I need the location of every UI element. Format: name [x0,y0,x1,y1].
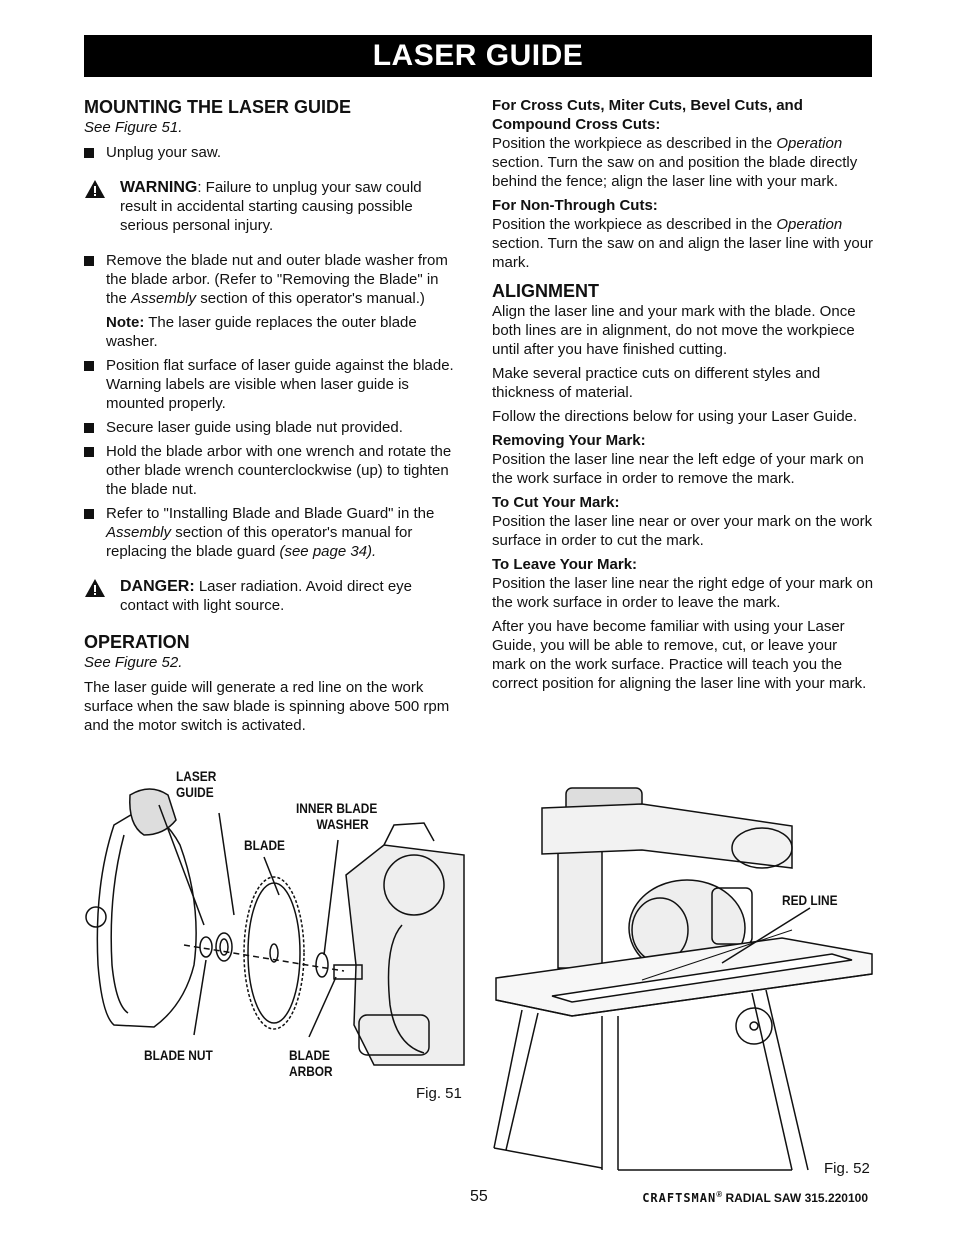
label-laser-guide: LASER GUIDE [176,768,217,800]
alignment-p2: Make several practice cuts on different styles and thickness of material. [492,365,821,401]
warning-triangle-icon [84,179,106,199]
leave-mark-heading: To Leave Your Mark: [492,556,638,573]
danger-text: Laser radiation. Avoid direct eye contact with light source. [120,578,413,614]
mounting-heading: MOUNTING THE LASER GUIDE [84,97,352,117]
bullet-square-icon [84,148,94,158]
figure-52 [492,778,876,1178]
bullet-square-icon [84,509,94,519]
operation-figure-ref: See Figure 52. [84,654,183,671]
mounting-figure-ref: See Figure 51. [84,119,183,136]
page-number: 55 [470,1188,488,1205]
bullet-remove-blade: Remove the blade nut and outer blade washer from the blade arbor. (Refer to "Removing the Blade" in the Assembly section of this operator's manual.) [84,251,460,308]
bullet-square-icon [84,361,94,371]
danger-triangle-icon [84,578,106,598]
figure-52-caption: Fig. 52 [824,1160,870,1177]
cross-cuts-text: Position the workpiece as described in the Operation section. Turn the saw on and position the blade directly behind the fence; align the laser line with your mark. [492,135,858,190]
label-inner-blade-washer: INNER BLADE WASHER [296,800,378,832]
removing-mark-heading: Removing Your Mark: [492,432,646,449]
radial-saw-illustration [492,778,876,1173]
operation-heading: OPERATION [84,632,190,652]
figure-51 [84,765,468,1110]
bullet-unplug: Unplug your saw. [84,143,460,162]
page-banner: LASER GUIDE [84,35,872,77]
non-through-text: Position the workpiece as described in the Operation section. Turn the saw on and align the laser line with your mark. [492,216,874,271]
danger-label: DANGER: [120,578,195,595]
bullet-square-icon [84,423,94,433]
operation-text: The laser guide will generate a red line on the work surface when the saw blade is spinning above 500 rpm and the motor switch is activated. [84,679,450,734]
label-blade-nut: BLADE NUT [144,1047,213,1063]
model-number: RADIAL SAW 315.220100 [722,1191,868,1205]
note-paragraph: Note: The laser guide replaces the outer blade washer. [106,314,417,350]
left-column [84,96,460,740]
bullet-hold: Hold the blade arbor with one wrench and rotate the other blade wrench counterclockwise (up) to tighten the blade nut. [84,442,460,499]
bullet-square-icon [84,447,94,457]
label-blade-arbor: BLADE ARBOR [289,1047,333,1079]
warning-block [84,178,460,235]
alignment-p3: Follow the directions below for using your Laser Guide. [492,408,858,425]
right-column [492,96,874,698]
non-through-heading: For Non-Through Cuts: [492,197,658,214]
danger-block [84,577,460,615]
leave-mark-text: Position the laser line near the right edge of your mark on the work surface in order to leave the mark. [492,575,874,611]
brand-logo: CRAFTSMAN [642,1191,717,1205]
bullet-secure: Secure laser guide using blade nut provided. [84,418,460,437]
cross-cuts-heading: For Cross Cuts, Miter Cuts, Bevel Cuts, and Compound Cross Cuts: [492,97,803,133]
bullet-square-icon [84,256,94,266]
figure-51-caption: Fig. 51 [416,1085,462,1102]
cut-mark-text: Position the laser line near or over your mark on the work surface in order to cut the mark. [492,513,873,549]
cut-mark-heading: To Cut Your Mark: [492,494,620,511]
alignment-final: After you have become familiar with using your Laser Guide, you will be able to remove, cut, or leave your mark on the work surface. Practice will teach you the correct position for aligning the laser line with your mark. [492,618,867,692]
warning-text: : Failure to unplug your saw could result in accidental starting causing possible serious personal injury. [120,179,422,234]
footer-brand: CRAFTSMAN® RADIAL SAW 315.220100 [642,1190,868,1205]
laser-guide-exploded-illustration [84,765,468,1110]
label-blade: BLADE [244,837,285,853]
label-red-line: RED LINE [782,892,838,908]
warning-label: WARNING [120,179,198,196]
alignment-p1: Align the laser line and your mark with the blade. Once both lines are in alignment, do not move the workpiece until after you have finished cutting. [492,303,856,358]
alignment-heading: ALIGNMENT [492,281,599,301]
removing-mark-text: Position the laser line near the left edge of your mark on the work surface in order to remove the mark. [492,451,864,487]
bullet-position: Position flat surface of laser guide against the blade. Warning labels are visible when laser guide is mounted properly. [84,356,460,413]
bullet-refer: Refer to "Installing Blade and Blade Guard" in the Assembly section of this operator's manual for replacing the blade guard (see page 34). [84,504,460,561]
